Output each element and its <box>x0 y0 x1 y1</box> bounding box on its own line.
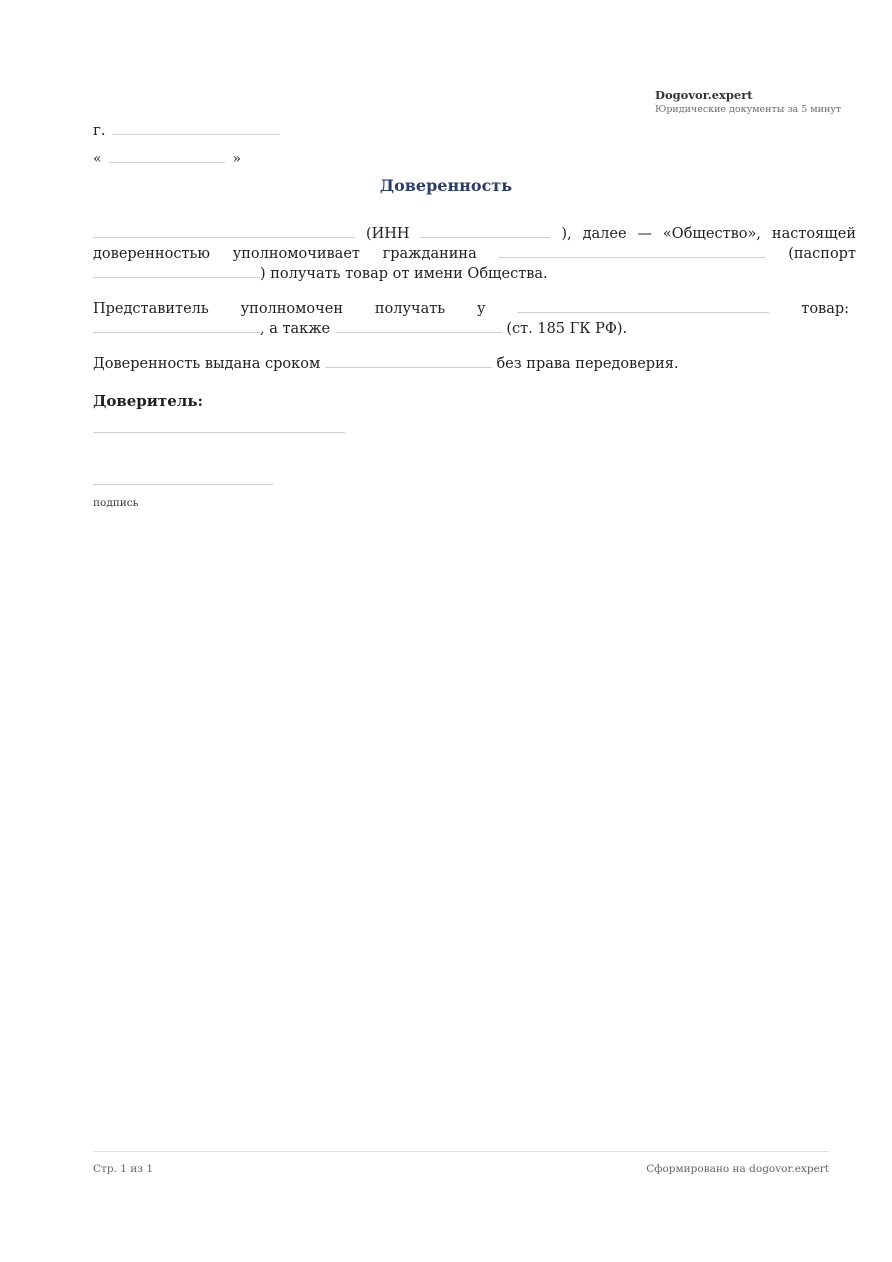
para2-text-1: Представитель уполномочен получать у <box>93 301 486 317</box>
principal-heading: Доверитель: <box>93 392 204 410</box>
term-field[interactable] <box>325 354 492 368</box>
para3-text-2: без права передоверия. <box>496 356 679 372</box>
passport-label: (паспорт <box>788 246 856 262</box>
supplier-field[interactable] <box>517 299 769 313</box>
signature-field[interactable] <box>93 484 273 485</box>
goods-field[interactable] <box>93 319 260 333</box>
inn-field[interactable] <box>420 224 550 238</box>
para2-text-3: , а также <box>260 321 331 337</box>
city-field[interactable] <box>112 121 280 135</box>
document-title: Доверенность <box>379 176 513 195</box>
city-line <box>93 120 280 140</box>
para2-text-4: (ст. 185 ГК РФ). <box>506 321 628 337</box>
paragraph-term <box>93 354 856 374</box>
city-prefix: г. <box>93 121 106 139</box>
principal-name-field[interactable] <box>93 432 345 433</box>
paragraph-authorization <box>93 224 856 284</box>
inn-label: (ИНН <box>365 226 410 242</box>
citizen-name-field[interactable] <box>499 244 765 258</box>
footer-divider <box>93 1151 829 1152</box>
para1-text-4: ) получать товар от имени Общества. <box>260 266 548 282</box>
goods-label: товар: <box>801 301 850 317</box>
para1-text-2: ), далее — «Общество», настоящей доверенностью уполномочивает гражданина <box>93 226 856 262</box>
brand-block <box>655 88 845 117</box>
date-field[interactable] <box>109 149 225 163</box>
date-line <box>93 149 241 169</box>
company-name-field[interactable] <box>93 224 355 238</box>
generated-note: Сформировано на dogovor.expert <box>646 1163 829 1175</box>
signature-caption: подпись <box>93 497 139 509</box>
date-close-quote: » <box>232 151 242 167</box>
passport-field[interactable] <box>93 264 260 278</box>
para3-text-1: Доверенность выдана сроком <box>93 356 321 372</box>
brand-tagline: Юридические документы за 5 минут <box>655 104 842 115</box>
page-counter: Стр. 1 из 1 <box>93 1163 154 1175</box>
date-open-quote: « <box>93 151 102 167</box>
additional-field[interactable] <box>335 319 502 333</box>
paragraph-goods <box>93 299 849 339</box>
brand-name: Dogovor.expert <box>655 88 753 102</box>
